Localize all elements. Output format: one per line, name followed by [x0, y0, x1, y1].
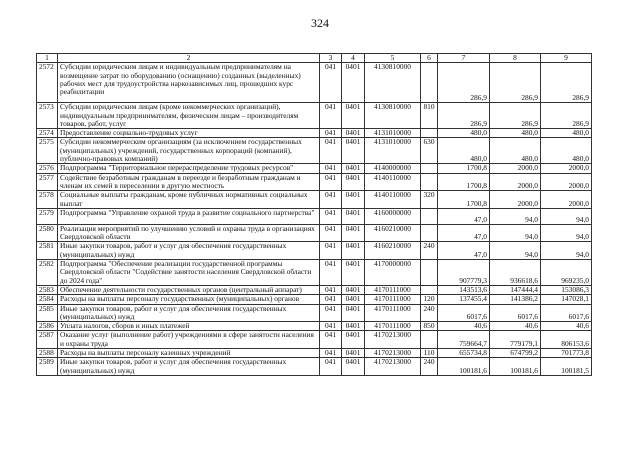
row-name: Уплата налогов, сборов и иных платежей	[58, 322, 320, 331]
table-row	[37, 173, 592, 191]
row-number: 2579	[37, 208, 58, 224]
ministry-code: 041	[320, 208, 342, 224]
amount-year-1: 480,0	[438, 138, 490, 164]
amount-year-2: 286,9	[490, 63, 541, 103]
amount-year-3: 40,6	[541, 322, 592, 331]
amount-year-3: 6017,6	[541, 304, 592, 322]
table-header-row	[37, 54, 592, 63]
row-number: 2575	[37, 138, 58, 164]
row-number: 2573	[37, 103, 58, 129]
amount-year-1: 143513,6	[438, 285, 490, 294]
amount-year-3: 480,0	[541, 129, 592, 138]
header-cell: 5	[365, 54, 421, 63]
amount-year-1: 47,0	[438, 208, 490, 224]
amount-year-2: 147444,4	[490, 285, 541, 294]
header-cell: 2	[58, 54, 320, 63]
target-article-code: 4160210000	[365, 224, 421, 242]
row-number: 2574	[37, 129, 58, 138]
amount-year-3: 94,0	[541, 242, 592, 260]
expense-type-code: 240	[421, 304, 438, 322]
table-row	[37, 358, 592, 376]
section-code: 0401	[342, 285, 365, 294]
amount-year-2: 480,0	[490, 138, 541, 164]
table-row	[37, 224, 592, 242]
section-code: 0401	[342, 242, 365, 260]
row-name: Иные закупки товаров, работ и услуг для обеспечения государственных (муниципальных) нужд	[58, 304, 320, 322]
target-article-code: 4170000000	[365, 260, 421, 286]
target-article-code: 4140000000	[365, 164, 421, 173]
header-cell: 9	[541, 54, 592, 63]
amount-year-2: 286,9	[490, 103, 541, 129]
amount-year-3: 2000,0	[541, 164, 592, 173]
expense-type-code: 240	[421, 242, 438, 260]
row-name: Содействие безработным гражданам в переезде и безработным гражданам и членам их семей в переселении в другую местность	[58, 173, 320, 191]
expense-type-code	[421, 164, 438, 173]
row-name: Реализация мероприятий по улучшению условий и охраны труда в организациях Свердловской области	[58, 224, 320, 242]
expense-type-code	[421, 208, 438, 224]
ministry-code: 041	[320, 224, 342, 242]
row-name: Расходы на выплаты персоналу государственных (муниципальных) органов	[58, 295, 320, 304]
row-name: Иные закупки товаров, работ и услуг для обеспечения государственных (муниципальных) нужд	[58, 242, 320, 260]
expense-type-code: 630	[421, 138, 438, 164]
expense-type-code	[421, 63, 438, 103]
ministry-code: 041	[320, 260, 342, 286]
row-name: Подпрограмма "Обеспечение реализации государственной программы Свердловской области "Содействие занятости населения Свердловской области до 2024 года"	[58, 260, 320, 286]
table-row	[37, 304, 592, 322]
amount-year-3: 286,9	[541, 103, 592, 129]
amount-year-1: 759664,7	[438, 331, 490, 349]
section-code: 0401	[342, 164, 365, 173]
section-code: 0401	[342, 173, 365, 191]
row-number: 2585	[37, 304, 58, 322]
section-code: 0401	[342, 295, 365, 304]
amount-year-3: 286,9	[541, 63, 592, 103]
target-article-code: 4131010000	[365, 138, 421, 164]
expense-type-code	[421, 260, 438, 286]
amount-year-1: 47,0	[438, 242, 490, 260]
amount-year-3: 2000,0	[541, 191, 592, 209]
amount-year-2: 2000,0	[490, 173, 541, 191]
row-number: 2577	[37, 173, 58, 191]
header-cell: 7	[438, 54, 490, 63]
section-code: 0401	[342, 63, 365, 103]
section-code: 0401	[342, 358, 365, 376]
ministry-code: 041	[320, 295, 342, 304]
amount-year-2: 94,0	[490, 208, 541, 224]
budget-table	[36, 53, 592, 376]
amount-year-1: 1700,8	[438, 173, 490, 191]
amount-year-3: 147028,1	[541, 295, 592, 304]
ministry-code: 041	[320, 138, 342, 164]
row-name: Расходы на выплаты персоналу казенных учреждений	[58, 349, 320, 358]
ministry-code: 041	[320, 103, 342, 129]
row-name: Подпрограмма "Территориальное перераспределение трудовых ресурсов"	[58, 164, 320, 173]
table-row	[37, 208, 592, 224]
row-number: 2572	[37, 63, 58, 103]
section-code: 0401	[342, 191, 365, 209]
expense-type-code	[421, 173, 438, 191]
amount-year-2: 6017,6	[490, 304, 541, 322]
expense-type-code	[421, 224, 438, 242]
amount-year-2: 674799,2	[490, 349, 541, 358]
ministry-code: 041	[320, 304, 342, 322]
expense-type-code	[421, 331, 438, 349]
ministry-code: 041	[320, 285, 342, 294]
row-number: 2581	[37, 242, 58, 260]
table-row	[37, 349, 592, 358]
section-code: 0401	[342, 349, 365, 358]
ministry-code: 041	[320, 349, 342, 358]
amount-year-3: 701773,8	[541, 349, 592, 358]
amount-year-2: 480,0	[490, 129, 541, 138]
amount-year-1: 1700,8	[438, 164, 490, 173]
amount-year-1: 47,0	[438, 224, 490, 242]
ministry-code: 041	[320, 129, 342, 138]
target-article-code: 4160000000	[365, 208, 421, 224]
target-article-code: 4170213000	[365, 358, 421, 376]
amount-year-2: 94,0	[490, 242, 541, 260]
amount-year-2: 94,0	[490, 224, 541, 242]
expense-type-code: 240	[421, 358, 438, 376]
row-number: 2584	[37, 295, 58, 304]
row-number: 2582	[37, 260, 58, 286]
amount-year-3: 94,0	[541, 208, 592, 224]
section-code: 0401	[342, 103, 365, 129]
row-number: 2583	[37, 285, 58, 294]
amount-year-3: 94,0	[541, 224, 592, 242]
amount-year-1: 40,6	[438, 322, 490, 331]
expense-type-code: 810	[421, 103, 438, 129]
target-article-code: 4170213000	[365, 349, 421, 358]
section-code: 0401	[342, 129, 365, 138]
table-row	[37, 103, 592, 129]
amount-year-1: 286,9	[438, 103, 490, 129]
row-name: Оказание услуг (выполнение работ) учреждениями в сфере занятости населения и охраны труда	[58, 331, 320, 349]
row-number: 2576	[37, 164, 58, 173]
row-name: Субсидии юридическим лицам (кроме некоммерческих организаций), индивидуальным предпринимателям, физическим лицам – производителям товаров, работ, услуг	[58, 103, 320, 129]
amount-year-3: 153086,3	[541, 285, 592, 294]
ministry-code: 041	[320, 63, 342, 103]
ministry-code: 041	[320, 242, 342, 260]
header-cell: 8	[490, 54, 541, 63]
table-body	[37, 54, 592, 376]
row-name: Подпрограмма "Управление охраной труда в развитие социального партнерства"	[58, 208, 320, 224]
row-name: Социальные выплаты гражданам, кроме публичных нормативных социальных выплат	[58, 191, 320, 209]
table-row	[37, 285, 592, 294]
ministry-code: 041	[320, 358, 342, 376]
ministry-code: 041	[320, 173, 342, 191]
row-number: 2580	[37, 224, 58, 242]
target-article-code: 4170111000	[365, 304, 421, 322]
amount-year-2: 2000,0	[490, 191, 541, 209]
section-code: 0401	[342, 208, 365, 224]
row-name: Обеспечение деятельности государственных органов (центральный аппарат)	[58, 285, 320, 294]
amount-year-2: 2000,0	[490, 164, 541, 173]
amount-year-2: 779179,1	[490, 331, 541, 349]
row-number: 2589	[37, 358, 58, 376]
amount-year-1: 137455,4	[438, 295, 490, 304]
expense-type-code: 320	[421, 191, 438, 209]
section-code: 0401	[342, 304, 365, 322]
table-row	[37, 260, 592, 286]
table-row	[37, 295, 592, 304]
amount-year-3: 480,0	[541, 138, 592, 164]
table-row	[37, 129, 592, 138]
amount-year-3: 2000,0	[541, 173, 592, 191]
section-code: 0401	[342, 322, 365, 331]
row-name: Иные закупки товаров, работ и услуг для обеспечения государственных (муниципальных) нужд	[58, 358, 320, 376]
row-number: 2586	[37, 322, 58, 331]
target-article-code: 4131010000	[365, 129, 421, 138]
amount-year-1: 480,0	[438, 129, 490, 138]
section-code: 0401	[342, 260, 365, 286]
amount-year-2: 100181,6	[490, 358, 541, 376]
row-name: Субсидии некоммерческим организациям (за исключением государственных (муниципальных) учреждений, государственных корпораций (компаний), публично-правовых компаний)	[58, 138, 320, 164]
target-article-code: 4130810000	[365, 63, 421, 103]
table-row	[37, 63, 592, 103]
page-number: 324	[311, 16, 329, 30]
amount-year-1: 655734,8	[438, 349, 490, 358]
expense-type-code: 120	[421, 295, 438, 304]
table-row	[37, 331, 592, 349]
expense-type-code	[421, 129, 438, 138]
target-article-code: 4170111000	[365, 295, 421, 304]
target-article-code: 4170213000	[365, 331, 421, 349]
row-number: 2588	[37, 349, 58, 358]
amount-year-1: 6017,6	[438, 304, 490, 322]
row-number: 2587	[37, 331, 58, 349]
row-number: 2578	[37, 191, 58, 209]
row-name: Предоставление социально-трудовых услуг	[58, 129, 320, 138]
section-code: 0401	[342, 138, 365, 164]
target-article-code: 4160210000	[365, 242, 421, 260]
target-article-code: 4140110000	[365, 191, 421, 209]
header-cell: 6	[421, 54, 438, 63]
amount-year-2: 936618,6	[490, 260, 541, 286]
header-cell: 1	[37, 54, 58, 63]
section-code: 0401	[342, 331, 365, 349]
amount-year-3: 806153,6	[541, 331, 592, 349]
amount-year-2: 141386,2	[490, 295, 541, 304]
target-article-code: 4170111000	[365, 285, 421, 294]
ministry-code: 041	[320, 164, 342, 173]
row-name: Субсидии юридическим лицам и индивидуальным предпринимателям на возмещение затрат по оборудованию (оснащению) созданных (выделенных) рабочих мест для трудоустройства наркозависимых лиц, прошедших курс реабилитации	[58, 63, 320, 103]
amount-year-1: 100181,6	[438, 358, 490, 376]
header-cell: 3	[320, 54, 342, 63]
amount-year-1: 286,9	[438, 63, 490, 103]
expense-type-code: 110	[421, 349, 438, 358]
table-row	[37, 164, 592, 173]
target-article-code: 4140110000	[365, 173, 421, 191]
amount-year-3: 969235,0	[541, 260, 592, 286]
table-row	[37, 138, 592, 164]
header-cell: 4	[342, 54, 365, 63]
amount-year-1: 907779,3	[438, 260, 490, 286]
ministry-code: 041	[320, 331, 342, 349]
expense-type-code	[421, 285, 438, 294]
section-code: 0401	[342, 224, 365, 242]
amount-year-1: 1700,8	[438, 191, 490, 209]
target-article-code: 4130810000	[365, 103, 421, 129]
table-row	[37, 191, 592, 209]
ministry-code: 041	[320, 322, 342, 331]
table-row	[37, 322, 592, 331]
table-row	[37, 242, 592, 260]
expense-type-code: 850	[421, 322, 438, 331]
ministry-code: 041	[320, 191, 342, 209]
amount-year-2: 40,6	[490, 322, 541, 331]
target-article-code: 4170111000	[365, 322, 421, 331]
amount-year-3: 100181,5	[541, 358, 592, 376]
